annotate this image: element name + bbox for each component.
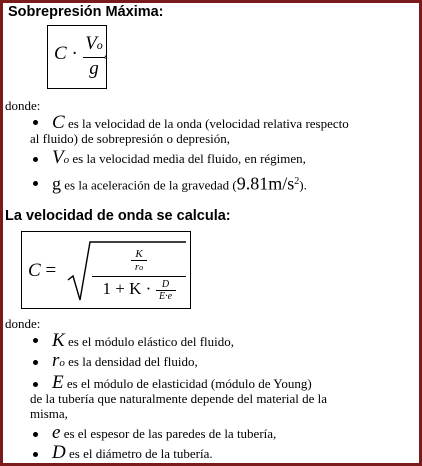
formula2-r: r (134, 261, 140, 273)
definition-d (30, 442, 418, 463)
heading-velocidad-onda: La velocidad de onda se calcula: (5, 208, 231, 224)
definition-g-end: ). (299, 177, 307, 193)
definition-vo (30, 147, 418, 168)
formula2-r-sub: o (139, 263, 144, 272)
donde-label-1: donde: (5, 98, 41, 113)
symbol-k: K (52, 330, 65, 351)
formula2-k-top: K (135, 248, 143, 260)
gravity-exp: 2 (294, 176, 300, 187)
definition-c (30, 113, 418, 146)
symbol-v: V (52, 147, 64, 168)
definition-g-text: es la aceleración de la gravedad ( (61, 177, 237, 193)
definition-c-line2: al fluido) de sobrepresión o depresión, (30, 131, 231, 146)
donde-label-2: donde: (5, 316, 41, 331)
formula2-one-plus: 1 + K · (102, 279, 152, 298)
formula-dot: · (71, 43, 78, 64)
symbol-r-sub: o (59, 357, 65, 369)
definition-e-lower-text: es el espesor de las paredes de la tubería, (60, 426, 277, 441)
definition-e-line2: de la tubería que naturalmente depende del material de la (30, 391, 328, 406)
formula-v-sub: o (96, 38, 103, 52)
symbol-r: r (52, 350, 60, 371)
definition-ro-text: es la densidad del fluido, (64, 354, 198, 369)
definition-ro (30, 350, 418, 371)
formula-g: g (89, 58, 99, 79)
formula-velocidad-onda (21, 231, 191, 309)
definition-e-young (30, 372, 418, 421)
symbol-e-lower: e (52, 422, 61, 443)
symbol-e-upper: E (52, 372, 64, 393)
formula2-c: C (28, 260, 41, 281)
definition-d-text: es el diámetro de la tubería. (65, 446, 213, 461)
symbol-v-sub: o (63, 154, 70, 166)
definition-e-line1: es el módulo de elasticidad (módulo de Young) (63, 376, 312, 391)
definition-g (30, 174, 418, 192)
formula-v: V (85, 33, 97, 54)
symbol-c: C (52, 112, 65, 133)
formula-sobrepresion (47, 25, 107, 89)
symbol-g: g (52, 173, 61, 194)
definition-k (30, 331, 418, 349)
formula-comma: , (104, 46, 108, 61)
gravity-value: 9.81m/s (236, 173, 295, 194)
definition-vo-text: es la velocidad media del fluido, en régimen, (69, 151, 306, 166)
definition-e-lower (30, 422, 418, 443)
definitions-list-2 (30, 331, 418, 461)
formula2-d: D (161, 278, 170, 290)
symbol-d: D (52, 442, 66, 463)
definitions-list-1 (30, 113, 418, 192)
definition-e-line3: misma, (30, 406, 68, 421)
formula2-eq: = (45, 260, 57, 281)
definition-c-line1: es la velocidad de la onda (velocidad relativa respecto (64, 116, 349, 131)
definition-k-text: es el módulo elástico del fluido, (64, 334, 235, 349)
formula-c: C (54, 43, 67, 64)
heading-sobrepresion: Sobrepresión Máxima: (8, 4, 164, 20)
formula2-ee: E·e (158, 290, 173, 302)
